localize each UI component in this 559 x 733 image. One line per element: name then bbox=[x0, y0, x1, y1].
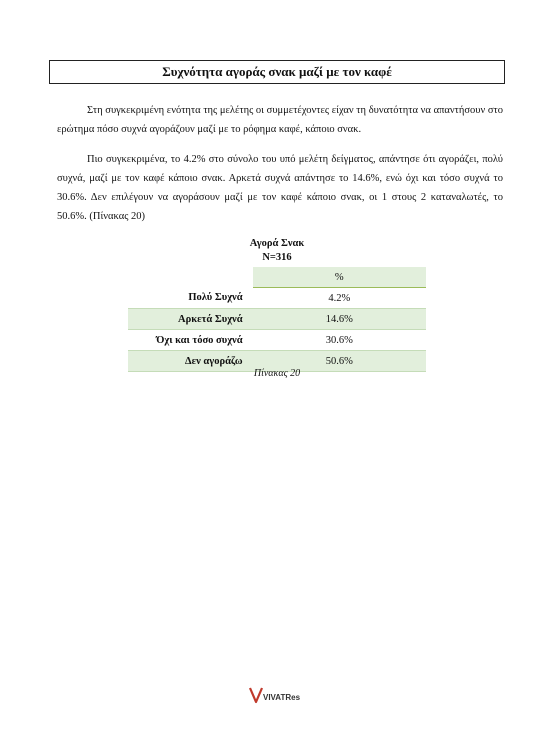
table-sample-size: N=316 bbox=[262, 252, 292, 263]
table-row-label: Όχι και τόσο συχνά bbox=[128, 330, 253, 351]
table-row-label: Αρκετά Συχνά bbox=[128, 309, 253, 330]
table-header-row bbox=[128, 267, 426, 288]
table-row-label: Πολύ Συχνά bbox=[128, 288, 253, 309]
intro-paragraph: Στη συγκεκριμένη ενότητα της μελέτης οι συμμετέχοντες είχαν τη δυνατότητα να απαντήσουν στο ερώτημα πόσο συχνά αγοράζουν μαζί με το ρόφημα καφέ, κάποιο σνακ. bbox=[57, 105, 503, 135]
snack-frequency-table bbox=[128, 267, 426, 372]
vivatres-logo bbox=[246, 682, 316, 708]
table-row-label: Δεν αγοράζω bbox=[128, 351, 253, 372]
table-title: Αγορά Σνακ bbox=[249, 238, 305, 249]
section-title bbox=[49, 60, 505, 84]
table-caption: Πίνακας 20 bbox=[253, 368, 301, 379]
section-title-text: Συχνότητα αγοράς σνακ μαζί με τον καφέ bbox=[162, 64, 392, 79]
table-row bbox=[128, 330, 426, 351]
table-row-value: 14.6% bbox=[253, 309, 426, 330]
table-row-value: 30.6% bbox=[253, 330, 426, 351]
logo-text: VIVATRes bbox=[263, 693, 301, 702]
table-row bbox=[128, 288, 426, 309]
table-row-value: 4.2% bbox=[253, 288, 426, 309]
results-paragraph: Πιο συγκεκριμένα, το 4.2% στο σύνολο του υπό μελέτη δείγματος, απάντησε ότι αγοράζει, πολύ συχνά, μαζί με τον καφέ κάποιο σνακ. Αρκετά συχνά απάντησε το 14.6%, ενώ όχι και τόσο συχνά το 30.6%. Δεν επιλέγουν να αγοράσουν μαζί με τον καφέ κάποιο σνακ, οι 1 στους 2 καταναλωτές, το 50.6%. (Πίνακας 20) bbox=[57, 154, 503, 222]
table-row bbox=[128, 309, 426, 330]
table-row-value: 50.6% bbox=[253, 351, 426, 372]
table-header-empty bbox=[128, 267, 253, 288]
table-header-percent: % bbox=[253, 267, 426, 288]
logo-mark-icon bbox=[246, 682, 316, 708]
